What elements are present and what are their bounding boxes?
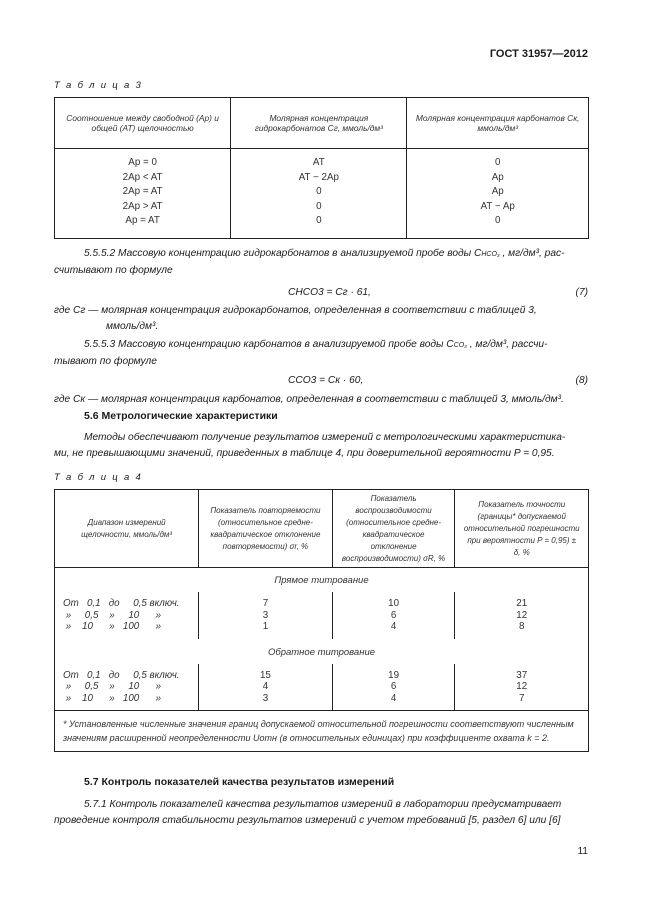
t3-cell: AT <box>312 157 325 168</box>
para-5552 <box>84 245 565 263</box>
t4-ranges-direct: От 0,1 до 0,5 включ. » 0,5 » 10 » » 10 » 100 » <box>55 592 199 639</box>
t3-cell: Ap = 0 <box>128 157 157 168</box>
t3-cell: AT − Ap <box>480 200 515 212</box>
t4-back-repeatability: 15 4 3 <box>199 664 333 711</box>
page-number: 11 <box>577 846 588 857</box>
table3-caption: Т а б л и ц а 3 <box>54 80 143 91</box>
t3-header-ratio: Соотношение между свободной (Ap) и общей (AT) щелочностью <box>55 98 231 149</box>
para-5553-text: 5.5.5.3 Массовую концентрацию карбонатов в анализируемой пробе воды C <box>84 339 454 350</box>
para-56-cont: ми, не превышающими значений, приведенных в таблице 4, при доверительной вероятности P = 0,95. <box>54 448 555 459</box>
t3-cell: 0 <box>494 157 501 168</box>
t4-section-direct: Прямое титрование <box>55 568 589 593</box>
t3-cell: 2Ap < AT <box>122 171 163 183</box>
t3-cell: 0 <box>494 215 501 226</box>
t4-direct-reproducibility: 10 6 4 <box>332 592 455 639</box>
t3-col-ratio <box>55 149 231 239</box>
t3-cell: 2Ap > AT <box>122 200 163 212</box>
t3-cell: 0 <box>316 215 322 226</box>
t3-cell: 2Ap = AT <box>122 186 163 197</box>
subscript: CO₃ <box>453 342 467 349</box>
where-7-cont: ммоль/дм³. <box>106 321 159 332</box>
t4-direct-accuracy: 21 12 8 <box>455 592 589 639</box>
t3-col-hydrocarbonates <box>231 149 407 239</box>
where-8: где Cк — молярная концентрация карбонатов, определенная в соответствии с таблицей 3, ммоль/дм³. <box>54 394 564 405</box>
para-56: Методы обеспечивают получение результатов измерений с метрологическими характеристика- <box>84 432 566 443</box>
t3-header-hydrocarbonates: Молярная концентрация гидрокарбонатов Cг, ммоль/дм³ <box>231 98 407 149</box>
formula-8: CCO3 = Cк · 60, <box>288 375 364 386</box>
para-5553-text-end: , мг/дм³, рассчи- <box>469 339 548 350</box>
t3-cell: AT − 2Ap <box>298 171 339 183</box>
t4-header-accuracy: Показатель точности (границы* допускаемой относительной погрешности при вероятности P = 0,95) ± δ, % <box>455 490 589 568</box>
t3-cell: Ap <box>491 171 504 183</box>
doc-header: ГОСТ 31957—2012 <box>489 48 588 60</box>
t4-back-accuracy: 37 12 7 <box>455 664 589 711</box>
para-5553 <box>84 336 547 354</box>
t3-cell: Ap <box>491 186 504 197</box>
t4-header-range: Диапазон измерений щелочности, ммоль/дм³ <box>55 490 199 568</box>
para-5553-cont: тывают по формуле <box>54 356 157 367</box>
subscript: HCO₃ <box>481 251 500 258</box>
t3-header-carbonates: Молярная концентрация карбонатов Cк, ммоль/дм³ <box>407 98 589 149</box>
formula-8-number: (8) <box>575 375 588 386</box>
where-7: где Cг — молярная концентрация гидрокарбонатов, определенная в соответствии с таблицей 3, <box>54 305 537 316</box>
t3-cell: 0 <box>316 200 322 212</box>
t3-col-carbonates <box>407 149 589 239</box>
table-4 <box>54 489 589 752</box>
para-571: 5.7.1 Контроль показателей качества результатов измерений в лаборатории предусматривает <box>84 799 562 810</box>
para-571-cont: проведение контроля стабильности результатов измерений с учетом требований [5, раздел 6] или [6] <box>54 815 561 826</box>
formula-7-number: (7) <box>575 287 588 298</box>
formula-7: CHCO3 = Cг · 61, <box>288 287 371 298</box>
t3-cell: Ap = AT <box>125 215 160 226</box>
t4-ranges-back: От 0,1 до 0,5 включ. » 0,5 » 10 » » 10 » 100 » <box>55 664 199 711</box>
t3-cell: 0 <box>316 186 322 197</box>
t4-section-back: Обратное титрование <box>55 639 589 664</box>
heading-5-7: 5.7 Контроль показателей качества результатов измерений <box>84 776 395 788</box>
t4-header-reproducibility: Показатель воспроизводимости (относительное средне-квадратическое отклонение воспроизводимости) σR, % <box>332 490 455 568</box>
t4-back-reproducibility: 19 6 4 <box>332 664 455 711</box>
para-5552-cont: считывают по формуле <box>54 265 173 276</box>
para-5552-text-end: , мг/дм³, рас- <box>502 248 565 259</box>
heading-5-6: 5.6 Метрологические характеристики <box>84 410 278 422</box>
table-3 <box>54 97 589 239</box>
t4-footnote: * Установленные численные значения границ допускаемой относительной погрешности соответствуют численным значениям расширенной неопределенности Uотн (в относительных единицах) при коэффициенте охвата k = 2. <box>55 711 589 752</box>
para-5552-text: 5.5.5.2 Массовую концентрацию гидрокарбонатов в анализируемой пробе воды C <box>84 248 482 259</box>
t4-direct-repeatability: 7 3 1 <box>199 592 333 639</box>
t4-header-repeatability: Показатель повторяемости (относительное средне-квадратическое отклонение повторяемости) σr, % <box>199 490 333 568</box>
table4-caption: Т а б л и ц а 4 <box>54 472 143 483</box>
